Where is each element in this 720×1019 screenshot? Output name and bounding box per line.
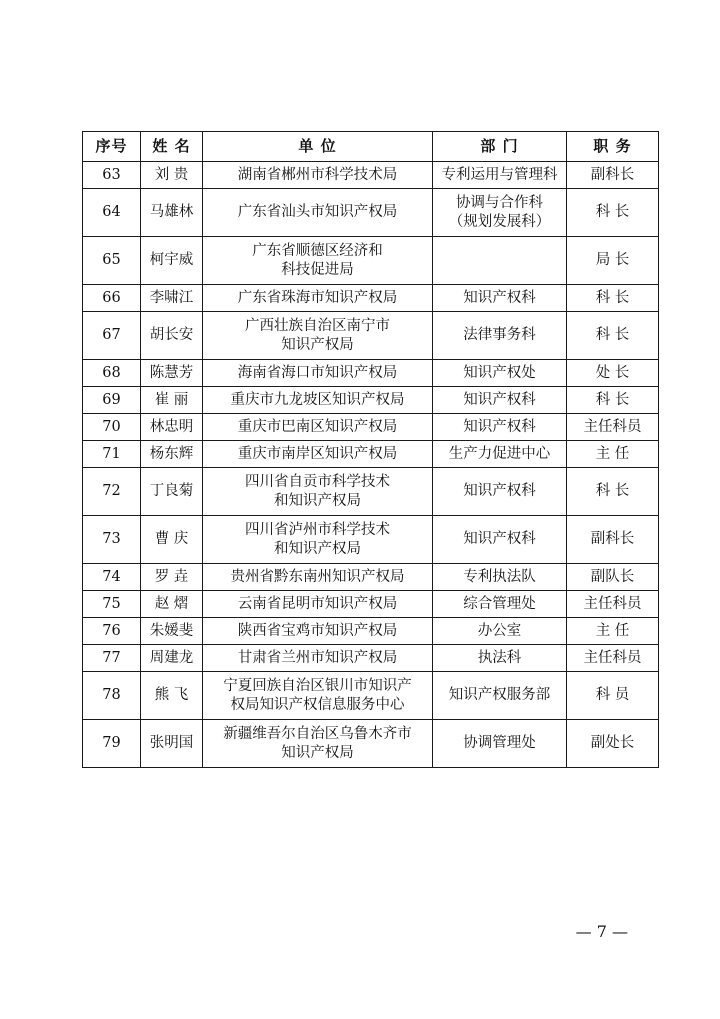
cell-unit: 广东省珠海市知识产权局 bbox=[203, 285, 433, 312]
cell-no: 71 bbox=[83, 441, 141, 468]
table-row bbox=[83, 360, 659, 387]
cell-unit: 云南省昆明市知识产权局 bbox=[203, 591, 433, 618]
table-row bbox=[83, 591, 659, 618]
cell-dept: 专利执法队 bbox=[433, 564, 567, 591]
cell-dept: 法律事务科 bbox=[433, 312, 567, 360]
cell-dept: 办公室 bbox=[433, 618, 567, 645]
cell-unit: 广东省汕头市知识产权局 bbox=[203, 189, 433, 237]
table-row bbox=[83, 162, 659, 189]
cell-dept: 知识产权科 bbox=[433, 387, 567, 414]
cell-name: 罗 垚 bbox=[141, 564, 203, 591]
cell-title: 科 员 bbox=[567, 672, 659, 720]
cell-unit: 广东省顺德区经济和 科技促进局 bbox=[203, 237, 433, 285]
cell-no: 65 bbox=[83, 237, 141, 285]
cell-no: 69 bbox=[83, 387, 141, 414]
table-row bbox=[83, 564, 659, 591]
cell-title: 科 长 bbox=[567, 189, 659, 237]
cell-name: 林忠明 bbox=[141, 414, 203, 441]
header-title: 职 务 bbox=[567, 132, 659, 162]
cell-no: 72 bbox=[83, 468, 141, 516]
cell-unit: 重庆市南岸区知识产权局 bbox=[203, 441, 433, 468]
table-header-row bbox=[83, 132, 659, 162]
cell-name: 杨东辉 bbox=[141, 441, 203, 468]
cell-unit: 陕西省宝鸡市知识产权局 bbox=[203, 618, 433, 645]
cell-no: 67 bbox=[83, 312, 141, 360]
cell-name: 丁良菊 bbox=[141, 468, 203, 516]
cell-no: 79 bbox=[83, 720, 141, 768]
cell-unit: 贵州省黔东南州知识产权局 bbox=[203, 564, 433, 591]
cell-no: 64 bbox=[83, 189, 141, 237]
personnel-table bbox=[82, 131, 659, 768]
cell-unit: 新疆维吾尔自治区乌鲁木齐市 知识产权局 bbox=[203, 720, 433, 768]
cell-unit: 广西壮族自治区南宁市 知识产权局 bbox=[203, 312, 433, 360]
cell-no: 68 bbox=[83, 360, 141, 387]
cell-no: 78 bbox=[83, 672, 141, 720]
table-row bbox=[83, 387, 659, 414]
cell-no: 70 bbox=[83, 414, 141, 441]
cell-name: 朱媛斐 bbox=[141, 618, 203, 645]
cell-title: 副科长 bbox=[567, 516, 659, 564]
cell-unit: 宁夏回族自治区银川市知识产 权局知识产权信息服务中心 bbox=[203, 672, 433, 720]
cell-unit: 甘肃省兰州市知识产权局 bbox=[203, 645, 433, 672]
cell-no: 66 bbox=[83, 285, 141, 312]
cell-unit: 四川省自贡市科学技术 和知识产权局 bbox=[203, 468, 433, 516]
cell-unit: 海南省海口市知识产权局 bbox=[203, 360, 433, 387]
cell-dept: 知识产权科 bbox=[433, 414, 567, 441]
cell-unit: 重庆市九龙坡区知识产权局 bbox=[203, 387, 433, 414]
cell-name: 赵 熠 bbox=[141, 591, 203, 618]
cell-name: 熊 飞 bbox=[141, 672, 203, 720]
cell-title: 主任科员 bbox=[567, 645, 659, 672]
cell-name: 李啸江 bbox=[141, 285, 203, 312]
cell-unit: 重庆市巴南区知识产权局 bbox=[203, 414, 433, 441]
cell-dept: 专利运用与管理科 bbox=[433, 162, 567, 189]
cell-title: 科 长 bbox=[567, 285, 659, 312]
table-row bbox=[83, 237, 659, 285]
cell-no: 75 bbox=[83, 591, 141, 618]
cell-dept: 协调管理处 bbox=[433, 720, 567, 768]
cell-title: 科 长 bbox=[567, 468, 659, 516]
table-body bbox=[83, 162, 659, 768]
table-row bbox=[83, 189, 659, 237]
cell-no: 63 bbox=[83, 162, 141, 189]
cell-name: 胡长安 bbox=[141, 312, 203, 360]
cell-no: 74 bbox=[83, 564, 141, 591]
cell-name: 周建龙 bbox=[141, 645, 203, 672]
table-row bbox=[83, 720, 659, 768]
table-row bbox=[83, 672, 659, 720]
cell-name: 曹 庆 bbox=[141, 516, 203, 564]
cell-title: 主任科员 bbox=[567, 591, 659, 618]
cell-dept: 执法科 bbox=[433, 645, 567, 672]
table-row bbox=[83, 441, 659, 468]
cell-dept: 知识产权处 bbox=[433, 360, 567, 387]
cell-dept: 知识产权科 bbox=[433, 285, 567, 312]
cell-no: 73 bbox=[83, 516, 141, 564]
table-row bbox=[83, 645, 659, 672]
header-name: 姓 名 bbox=[141, 132, 203, 162]
cell-dept bbox=[433, 237, 567, 285]
cell-name: 柯宇威 bbox=[141, 237, 203, 285]
cell-title: 主 任 bbox=[567, 441, 659, 468]
cell-dept: 知识产权服务部 bbox=[433, 672, 567, 720]
cell-no: 76 bbox=[83, 618, 141, 645]
header-unit: 单 位 bbox=[203, 132, 433, 162]
cell-name: 陈慧芳 bbox=[141, 360, 203, 387]
table-row bbox=[83, 618, 659, 645]
cell-dept: 协调与合作科 （规划发展科） bbox=[433, 189, 567, 237]
cell-name: 崔 丽 bbox=[141, 387, 203, 414]
cell-title: 局 长 bbox=[567, 237, 659, 285]
table-row bbox=[83, 414, 659, 441]
table-row bbox=[83, 468, 659, 516]
page-number: — 7 — bbox=[575, 922, 628, 941]
cell-title: 处 长 bbox=[567, 360, 659, 387]
cell-title: 主任科员 bbox=[567, 414, 659, 441]
cell-dept: 生产力促进中心 bbox=[433, 441, 567, 468]
table-row bbox=[83, 285, 659, 312]
cell-name: 马雄林 bbox=[141, 189, 203, 237]
cell-dept: 知识产权科 bbox=[433, 516, 567, 564]
header-dept: 部 门 bbox=[433, 132, 567, 162]
cell-unit: 湖南省郴州市科学技术局 bbox=[203, 162, 433, 189]
cell-title: 副科长 bbox=[567, 162, 659, 189]
cell-name: 张明国 bbox=[141, 720, 203, 768]
table-row bbox=[83, 516, 659, 564]
cell-unit: 四川省泸州市科学技术 和知识产权局 bbox=[203, 516, 433, 564]
cell-title: 科 长 bbox=[567, 312, 659, 360]
table-row bbox=[83, 312, 659, 360]
header-no: 序号 bbox=[83, 132, 141, 162]
cell-title: 副处长 bbox=[567, 720, 659, 768]
cell-name: 刘 贵 bbox=[141, 162, 203, 189]
cell-dept: 综合管理处 bbox=[433, 591, 567, 618]
cell-title: 副队长 bbox=[567, 564, 659, 591]
cell-no: 77 bbox=[83, 645, 141, 672]
cell-title: 主 任 bbox=[567, 618, 659, 645]
cell-title: 科 长 bbox=[567, 387, 659, 414]
cell-dept: 知识产权科 bbox=[433, 468, 567, 516]
